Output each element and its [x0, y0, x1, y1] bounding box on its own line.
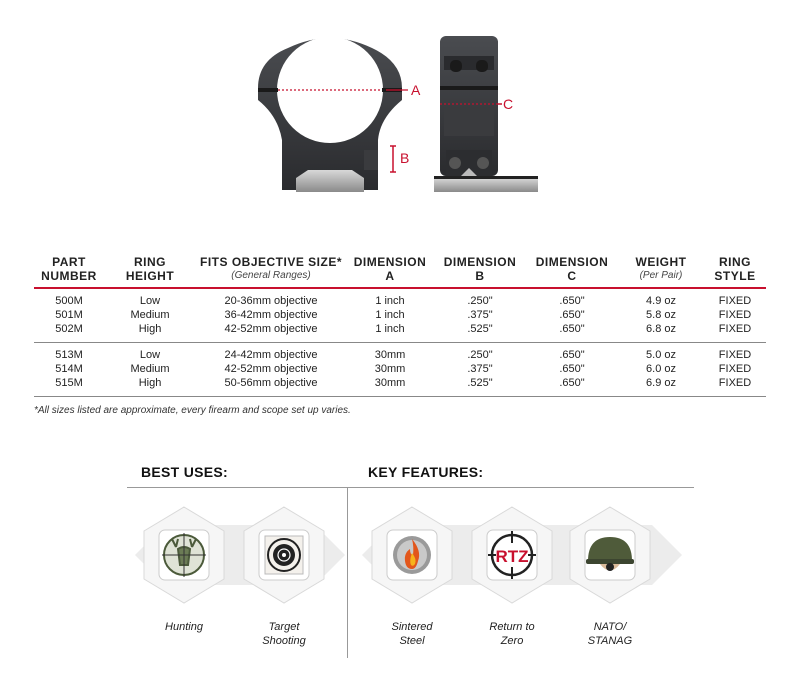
cell: Low	[139, 349, 161, 361]
cell: High	[104, 376, 196, 397]
cell: .525"	[434, 322, 526, 343]
cell: 20-36mm objective	[224, 295, 318, 307]
cell: FIXED	[704, 322, 766, 343]
cell: 513M	[55, 349, 83, 361]
key-features-title: KEY FEATURES:	[368, 464, 484, 480]
cell: .250"	[467, 295, 493, 307]
col-ring-style: RING STYLE	[704, 255, 766, 288]
cell: 501M	[55, 309, 83, 321]
dimension-a-label: A	[411, 82, 421, 98]
cell: 5.8 oz	[646, 309, 676, 321]
cell: 42-52mm objective	[196, 322, 346, 343]
cell: 36-42mm objective	[224, 309, 318, 321]
rtz-crosshair-icon	[460, 503, 564, 607]
cell: 50-56mm objective	[196, 376, 346, 397]
rtz-badge: RTZ	[495, 547, 529, 566]
table-row	[34, 322, 766, 343]
cell: FIXED	[718, 295, 752, 307]
cell: 514M	[55, 363, 83, 375]
cell: 500M	[55, 295, 83, 307]
cell: .650"	[559, 349, 585, 361]
cell: 502M	[34, 322, 104, 343]
caption-hunting: Hunting	[165, 621, 203, 633]
col-weight: WEIGHT (Per Pair)	[618, 255, 704, 288]
cell: Low	[139, 295, 161, 307]
ring-front-view	[258, 37, 408, 192]
cell: .375"	[467, 363, 493, 375]
table-group-1inch	[34, 288, 766, 343]
spec-table	[34, 255, 766, 397]
table-row	[34, 376, 766, 397]
cell: 30mm	[346, 376, 434, 397]
cell: .650"	[526, 376, 618, 397]
cell: .650"	[559, 295, 585, 307]
cell: 515M	[34, 376, 104, 397]
section-rule	[127, 487, 694, 488]
caption-sintered-steel: Sintered Steel	[391, 621, 433, 647]
dimension-c-label: C	[503, 96, 514, 112]
col-dimension-c: DIMENSION C	[526, 255, 618, 288]
caption-target-shooting: Target Shooting	[262, 621, 306, 647]
cell: 6.9 oz	[618, 376, 704, 397]
table-row	[34, 288, 766, 308]
cell: .525"	[434, 376, 526, 397]
cell: Medium	[130, 309, 170, 321]
cell: 1 inch	[375, 295, 405, 307]
helmet-icon	[558, 503, 662, 607]
table-row	[34, 308, 766, 322]
col-dimension-b: DIMENSION B	[434, 255, 526, 288]
cell: 5.0 oz	[646, 349, 676, 361]
caption-return-to-zero: Return to Zero	[489, 621, 535, 647]
cell: .650"	[559, 363, 585, 375]
flame-icon	[360, 503, 464, 607]
cell: FIXED	[704, 376, 766, 397]
col-part-number: PART NUMBER	[34, 255, 104, 288]
cell: 30mm	[374, 363, 406, 375]
table-row	[34, 362, 766, 376]
target-icon	[232, 503, 336, 607]
ring-side-view	[434, 36, 538, 192]
col-objective-size: FITS OBJECTIVE SIZE* (General Ranges)	[196, 255, 346, 288]
dimension-b-label: B	[400, 150, 410, 166]
table-row	[34, 343, 766, 363]
cell: 42-52mm objective	[224, 363, 318, 375]
cell: 24-42mm objective	[224, 349, 318, 361]
deer-crosshair-icon	[132, 503, 236, 607]
cell: 4.9 oz	[646, 295, 676, 307]
cell: 6.8 oz	[618, 322, 704, 343]
footnote: *All sizes listed are approximate, every firearm and scope set up varies.	[34, 405, 351, 416]
cell: 30mm	[374, 349, 406, 361]
cell: .650"	[559, 309, 585, 321]
cell: 1 inch	[346, 322, 434, 343]
cell: FIXED	[718, 309, 752, 321]
cell: 6.0 oz	[646, 363, 676, 375]
table-header-row	[34, 255, 766, 288]
cell: 1 inch	[375, 309, 405, 321]
table-group-30mm	[34, 343, 766, 397]
cell: Medium	[130, 363, 170, 375]
cell: FIXED	[718, 363, 752, 375]
cell: .375"	[467, 309, 493, 321]
col-ring-height: RING HEIGHT	[104, 255, 196, 288]
cell: .250"	[467, 349, 493, 361]
cell: .650"	[526, 322, 618, 343]
caption-nato-stanag: NATO/ STANAG	[587, 621, 633, 647]
col-dimension-a: DIMENSION A	[346, 255, 434, 288]
scope-ring-diagram	[0, 0, 800, 215]
cell: FIXED	[718, 349, 752, 361]
best-uses-title: BEST USES:	[141, 464, 229, 480]
cell: High	[104, 322, 196, 343]
